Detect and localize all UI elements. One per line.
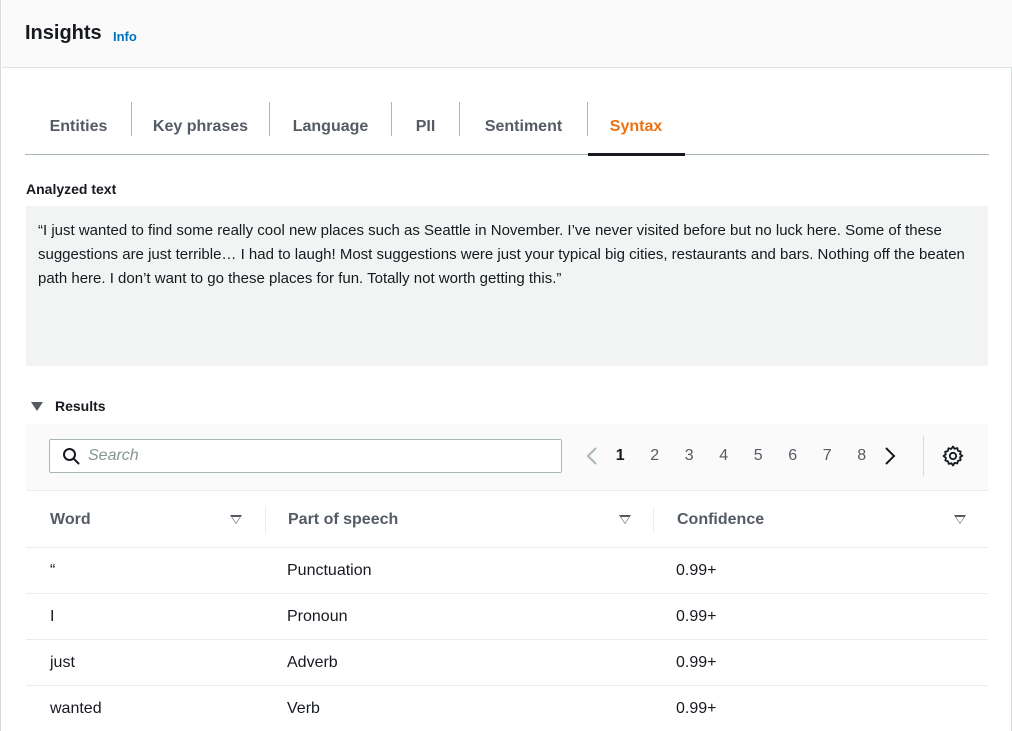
tab-sentiment[interactable]: Sentiment — [484, 118, 563, 135]
table-row — [26, 640, 988, 686]
cell-confidence: 0.99+ — [676, 700, 717, 717]
tab-pii[interactable]: PII — [415, 118, 436, 135]
table-header — [26, 491, 988, 548]
page-2[interactable]: 2 — [650, 447, 660, 464]
cell-word: just — [50, 654, 75, 671]
cell-confidence: 0.99+ — [676, 562, 717, 579]
page-5[interactable]: 5 — [753, 447, 763, 464]
info-link[interactable]: Info — [113, 29, 137, 44]
cell-part-of-speech: Pronoun — [287, 608, 348, 625]
results-toggle[interactable] — [31, 398, 106, 414]
cell-confidence: 0.99+ — [676, 654, 717, 671]
tab-language[interactable]: Language — [292, 118, 369, 135]
active-tab-indicator — [588, 153, 685, 156]
cell-part-of-speech: Punctuation — [287, 562, 372, 579]
analyzed-text-label: Analyzed text — [26, 181, 117, 197]
search-icon — [62, 447, 80, 465]
cell-confidence: 0.99+ — [676, 608, 717, 625]
page-7[interactable]: 7 — [822, 447, 832, 464]
analyzed-text-box: “I just wanted to find some really cool new places such as Seattle in November. I’ve never visited before but no luck here. Some of these suggestions are just terrible… I had to laugh! Most suggestions were just your typical big cities, restaurants and bars. Nothing off the beaten path here. I don’t want to go these places for fun. Totally not worth getting this.” — [26, 206, 988, 366]
column-title: Part of speech — [288, 510, 399, 528]
chevron-right-icon — [884, 446, 896, 466]
page-title: Insights — [25, 22, 102, 44]
cell-part-of-speech: Verb — [287, 700, 320, 717]
column-title: Confidence — [677, 510, 765, 528]
sort-caret-icon[interactable] — [230, 515, 242, 524]
column-header-word[interactable] — [50, 491, 91, 548]
column-header-part-of-speech[interactable] — [288, 491, 398, 548]
panel-header — [2, 0, 1012, 68]
pagination — [581, 442, 901, 470]
gear-icon — [941, 444, 965, 468]
table-row — [26, 686, 988, 731]
cell-word: wanted — [50, 700, 102, 717]
tab-entities[interactable]: Entities — [49, 118, 108, 135]
tab-key-phrases[interactable]: Key phrases — [152, 118, 249, 135]
page-8[interactable]: 8 — [857, 447, 867, 464]
search-field[interactable] — [49, 439, 562, 473]
column-title: Word — [50, 510, 91, 528]
table-row — [26, 548, 988, 594]
column-divider — [653, 507, 654, 533]
column-divider — [265, 507, 266, 533]
results-heading: Results — [55, 398, 106, 414]
chevron-left-icon — [586, 446, 598, 466]
prev-page-button[interactable] — [581, 442, 603, 470]
table-row — [26, 594, 988, 640]
preferences-button[interactable] — [941, 444, 965, 468]
tab-bar — [25, 100, 989, 155]
sort-caret-icon[interactable] — [619, 515, 631, 524]
column-header-confidence[interactable] — [677, 491, 764, 548]
search-input[interactable] — [88, 445, 548, 467]
cell-word: “ — [50, 562, 56, 579]
page-4[interactable]: 4 — [719, 447, 729, 464]
tab-syntax[interactable]: Syntax — [609, 118, 663, 135]
page-6[interactable]: 6 — [788, 447, 798, 464]
cell-word: I — [50, 608, 55, 625]
results-table — [26, 424, 988, 731]
page-1[interactable]: 1 — [615, 447, 625, 464]
table-toolbar — [26, 424, 988, 491]
cell-part-of-speech: Adverb — [287, 654, 338, 671]
caret-down-icon — [31, 402, 43, 411]
settings-divider — [923, 436, 924, 476]
page-3[interactable]: 3 — [684, 447, 694, 464]
sort-caret-icon[interactable] — [954, 515, 966, 524]
next-page-button[interactable] — [879, 442, 901, 470]
